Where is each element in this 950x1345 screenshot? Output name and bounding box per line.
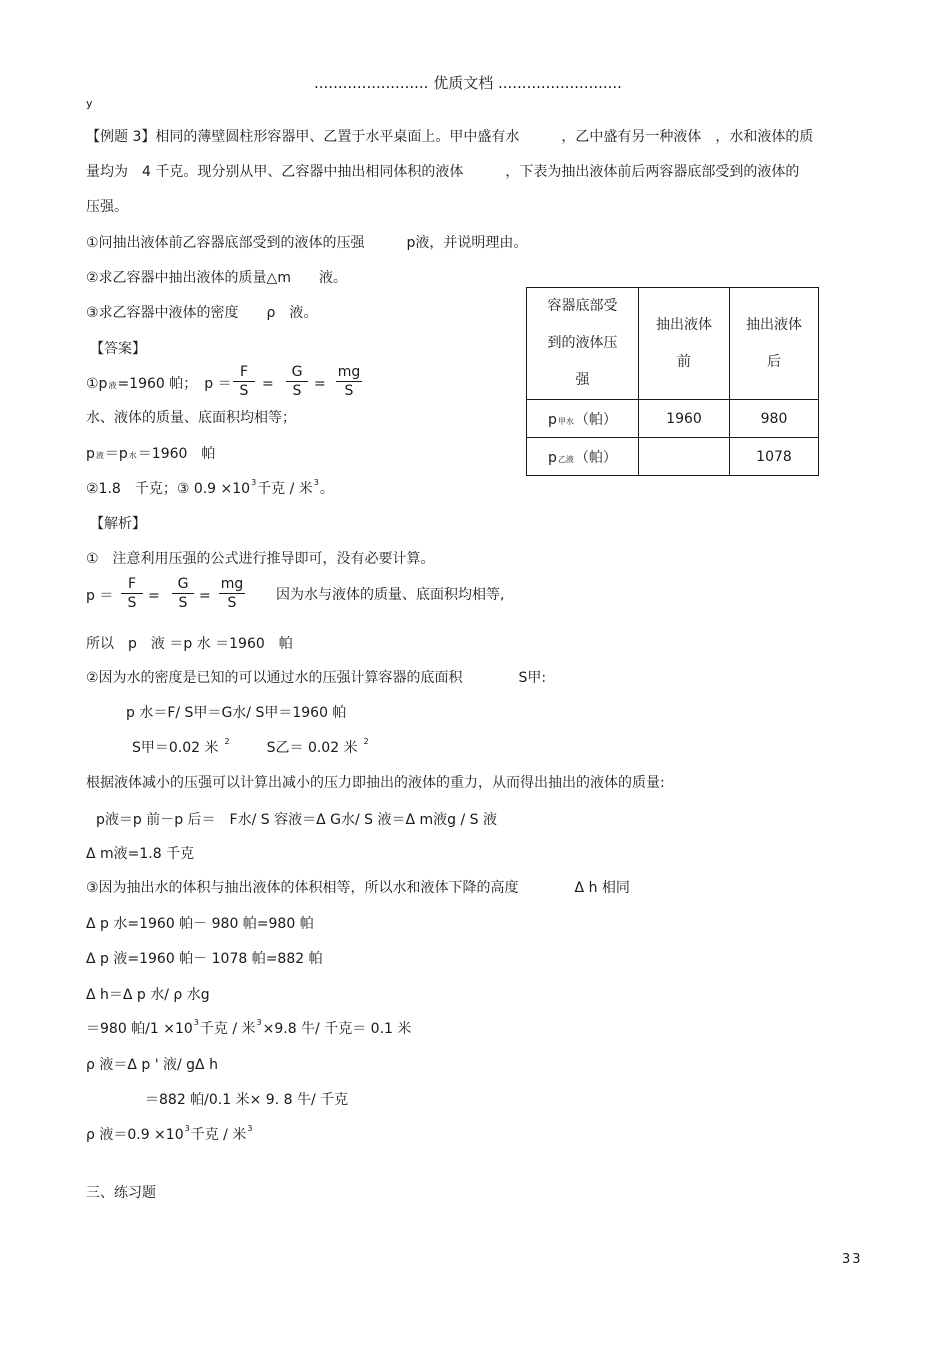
problem-line-1: 【例题 3】相同的薄壁圆柱形容器甲、乙置于水平桌面上。甲中盛有水 ，乙中盛有另一种液体 ，水和液体的质: [86, 129, 814, 145]
table-row: [527, 438, 819, 476]
answer-1: ①p液=1960 帕； p ＝: [86, 376, 232, 392]
table-cell: [639, 438, 730, 476]
table-header-cell: 抽出液体 后: [730, 288, 819, 400]
fraction-f-over-s: $\frac{F}{S}$: [233, 364, 255, 399]
fraction-mg-over-s: $\frac{mg}{S}$: [220, 576, 244, 611]
analysis-line-11: Δ p 水=1960 帕－ 980 帕=980 帕: [86, 916, 314, 932]
analysis-line-3: 所以 p 液 ＝p 水 ＝1960 帕: [86, 636, 293, 652]
analysis-line-9: Δ m液=1.8 千克: [86, 846, 195, 862]
pressure-symbol: p ＝: [86, 588, 114, 604]
table-header-cell: 抽出液体 前: [639, 288, 730, 400]
analysis-line-10: ③因为抽出水的体积与抽出液体的体积相等，所以水和液体下降的高度 Δ h 相同: [86, 880, 630, 896]
section-heading: 三、练习题: [86, 1185, 156, 1201]
analysis-line-8: p液＝p 前－p 后＝ F水/ S 容液＝Δ G水/ S 液＝Δ m液g / S 液: [96, 812, 498, 828]
fraction-f-over-s: $\frac{F}{S}$: [121, 576, 143, 611]
analysis-line-15: ρ 液＝Δ p ' 液/ gΔ h: [86, 1057, 218, 1073]
analysis-line-2: 因为水与液体的质量、底面积均相等,: [276, 587, 505, 603]
answer-2-3: ②1.8 千克；③ $0.9 \times 10^3$千克 / 米$^3$。: [86, 478, 334, 497]
analysis-line-13: Δ h＝Δ p 水/ ρ 水g: [86, 987, 210, 1003]
question-1: ①问抽出液体前乙容器底部受到的液体的压强 p液，并说明理由。: [86, 235, 528, 251]
fraction-mg-over-s: $\frac{mg}{S}$: [337, 364, 361, 399]
table-cell: 1078: [730, 438, 819, 476]
table-cell: 1960: [639, 400, 730, 438]
problem-line-3: 压强。: [86, 199, 128, 215]
answer-1-reason: 水、液体的质量、底面积均相等；: [86, 410, 296, 426]
page-header: ........................ 优质文档 ..........................: [314, 74, 622, 92]
equals-sign: =: [199, 588, 211, 604]
analysis-line-16: ＝882 帕/0.1 米× 9. 8 牛/ 千克: [145, 1092, 349, 1108]
analysis-line-17: ρ 液$=0.9 \times 10^3$千克 / 米$^3$: [86, 1124, 253, 1143]
analysis-line-7: 根据液体减小的压强可以计算出减小的压力即抽出的液体的重力，从而得出抽出的液体的质量:: [86, 775, 665, 791]
equals-sign: =: [148, 588, 160, 604]
equals-sign: =: [314, 376, 326, 392]
analysis-line-5: p 水＝F/ S甲＝G水/ S甲＝1960 帕: [126, 705, 347, 721]
table-cell-label: p甲水（帕）: [527, 400, 639, 438]
table-header-cell: 容器底部受 到的液体压 强: [527, 288, 639, 400]
analysis-line-1: ① 注意利用压强的公式进行推导即可，没有必要计算。: [86, 551, 435, 567]
analysis-line-14: ＝980 帕$/1 \times 10^3$千克 / 米$^3$×9.8 牛/ 千克＝ 0.1 米: [86, 1018, 412, 1037]
problem-line-2: 量均为 4 千克。现分别从甲、乙容器中抽出相同体积的液体 ，下表为抽出液体前后两容器底部受到的液体的: [86, 164, 800, 180]
question-2: ②求乙容器中抽出液体的质量△m 液。: [86, 270, 347, 286]
answer-heading: 【答案】: [90, 341, 146, 357]
table-cell-label: p乙液（帕）: [527, 438, 639, 476]
answer-1-equation: p液＝p水＝1960 帕: [86, 446, 216, 462]
table-cell: 980: [730, 400, 819, 438]
fraction-g-over-s: $\frac{G}{S}$: [172, 576, 194, 611]
analysis-heading: 【解析】: [90, 516, 146, 532]
equals-sign: =: [262, 376, 274, 392]
fraction-g-over-s: $\frac{G}{S}$: [286, 364, 308, 399]
question-3: ③求乙容器中液体的密度 ρ 液。: [86, 305, 318, 321]
analysis-line-6: S甲＝0.02 米 $^2$ S乙＝ 0.02 米 $^2$: [132, 737, 369, 756]
pressure-table: [526, 287, 819, 476]
table-row: [527, 400, 819, 438]
table-header-row: [527, 288, 819, 400]
page-number: 33: [842, 1252, 863, 1267]
analysis-line-12: Δ p 液=1960 帕－ 1078 帕=882 帕: [86, 951, 323, 967]
analysis-line-4: ②因为水的密度是已知的可以通过水的压强计算容器的底面积 S甲:: [86, 670, 547, 686]
stray-mark: y: [86, 97, 93, 110]
